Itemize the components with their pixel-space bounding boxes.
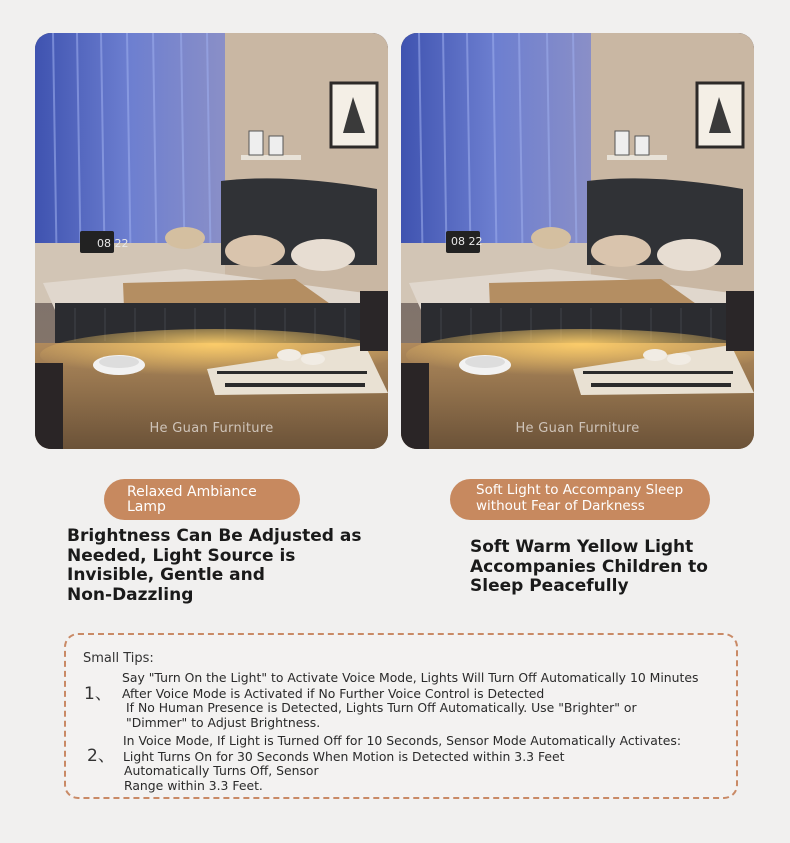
caption-line: Brightness Can Be Adjusted as [67,526,362,546]
tips-title: Small Tips: [83,651,154,666]
tip-line: Automatically Turns Off, Sensor [124,763,319,778]
tip-number: 1、 [84,684,112,704]
tip-line: In Voice Mode, If Light is Turned Off for 10 Seconds, Sensor Mode Automatically Activates: [123,733,681,748]
product-photo-left [35,33,388,449]
feature-tag-right [450,479,710,520]
caption-line: Sleep Peacefully [470,576,629,596]
tag-line: without Fear of Darkness [476,498,645,514]
clock-display: 08 22 [451,235,483,248]
tag-line: Relaxed Ambiance [127,484,257,500]
product-photo-right [401,33,754,449]
caption-right [470,538,708,597]
bedroom-illustration [35,33,388,449]
tip-number: 2、 [87,746,115,766]
tip-line: After Voice Mode is Activated if No Further Voice Control is Detected [122,686,545,701]
tip-line: "Dimmer" to Adjust Brightness. [126,715,321,730]
feature-tag-left [104,479,300,520]
tip-line: If No Human Presence is Detected, Lights Turn Off Automatically. Use "Brighter" or [126,700,637,715]
caption-line: Invisible, Gentle and [67,565,265,585]
caption-line: Non-Dazzling [67,584,194,605]
caption-left [67,527,361,605]
caption-line: Accompanies Children to [470,556,708,577]
tip-line: Range within 3.3 Feet. [124,778,263,793]
bedroom-illustration [401,33,754,449]
photo-watermark: He Guan Furniture [515,421,640,436]
tip-line: Light Turns On for 30 Seconds When Motion is Detected within 3.3 Feet [123,749,565,764]
photo-watermark: He Guan Furniture [149,421,274,436]
tag-line: Soft Light to Accompany Sleep [476,482,684,498]
caption-line: Soft Warm Yellow Light [470,537,694,557]
tips-box [64,633,738,799]
tip-line: Say "Turn On the Light" to Activate Voice Mode, Lights Will Turn Off Automatically 10 Minutes [122,670,699,685]
caption-line: Needed, Light Source is [67,545,296,566]
tag-line: Lamp [127,499,166,515]
clock-display: 08 22 [97,237,129,250]
